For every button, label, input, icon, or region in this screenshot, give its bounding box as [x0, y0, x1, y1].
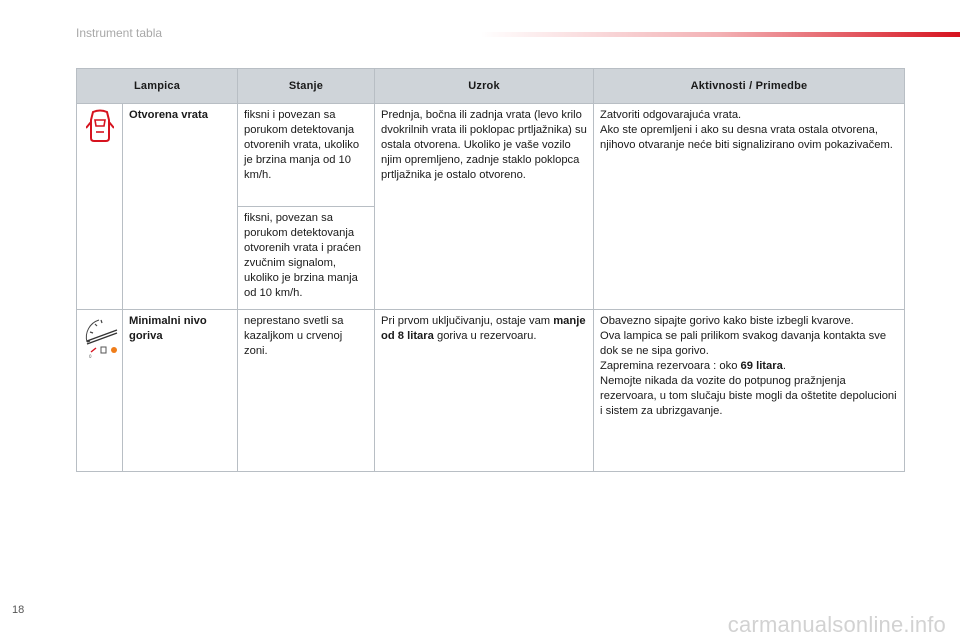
action-line: Obavezno sipajte gorivo kako biste izbegli kvarove. [600, 315, 854, 327]
icon-cell [77, 104, 123, 310]
section-title: Instrument tabla [76, 26, 163, 40]
action-cell [594, 310, 905, 472]
header-accent-bar [480, 32, 960, 37]
action-line: Nemojte nikada da vozite do potpunog pražnjenja rezervoara, u tom slučaju biste mogli da oštetite depolucioni i sistem za ubrizgavanje. [600, 375, 897, 417]
action-line: Zatvoriti odgovarajuća vrata. [600, 109, 742, 121]
state-cell: neprestano svetli sa kazaljkom u crvenoj zoni. [238, 310, 375, 472]
table-header-row [77, 69, 905, 104]
action-line [600, 359, 898, 374]
action-text: Zapremina rezervoara : oko [600, 360, 741, 372]
cause-emphasis: manje od 8 litara [381, 315, 586, 342]
indicator-name: Otvorena vrata [123, 104, 238, 310]
fuel-gauge-icon [83, 314, 116, 360]
column-header-aktivnosti: Aktivnosti / Primedbe [594, 69, 905, 104]
cause-text: Pri prvom uključivanju, ostaje vam [381, 315, 554, 327]
page-number: 18 [12, 604, 25, 616]
action-text: . [782, 360, 786, 372]
column-header-lampica: Lampica [77, 69, 238, 104]
state-cell: fiksni, povezan sa porukom detektovanja otvorenih vrata i praćen zvučnim signalom, ukoliko je brzina manja od 10 km/h. [238, 207, 375, 310]
cause-text: goriva u rezervoaru. [433, 330, 537, 342]
column-header-uzrok: Uzrok [375, 69, 594, 104]
indicator-name: Minimalni nivo goriva [123, 310, 238, 472]
indicator-table [76, 68, 905, 472]
action-cell [594, 104, 905, 310]
table-row [77, 104, 905, 207]
cause-cell [375, 310, 594, 472]
svg-text:0: 0 [89, 354, 92, 359]
table-row [77, 310, 905, 472]
door-open-car-icon [83, 108, 116, 144]
action-line: Ova lampica se pali prilikom svakog davanja kontakta sve dok se ne sipa gorivo. [600, 330, 887, 357]
watermark: carmanualsonline.info [727, 612, 946, 637]
action-line: Ako ste opremljeni i ako su desna vrata ostala otvorena, njihovo otvaranje neće biti signalizirano ovim pokazivačem. [600, 124, 893, 151]
column-header-stanje: Stanje [238, 69, 375, 104]
action-emphasis: 69 litara [740, 360, 783, 372]
state-cell: fiksni i povezan sa porukom detektovanja otvorenih vrata, ukoliko je brzina manja od 10 km/h. [238, 104, 375, 207]
cause-cell: Prednja, bočna ili zadnja vrata (levo krilo dvokrilnih vrata ili poklopac prtljažnika) su ostala otvorena. Ukoliko je vaše vozilo njim opremljeno, zadnje staklo poklopca prtljažnika je ostalo otvoreno. [375, 104, 594, 310]
icon-cell [77, 310, 123, 472]
